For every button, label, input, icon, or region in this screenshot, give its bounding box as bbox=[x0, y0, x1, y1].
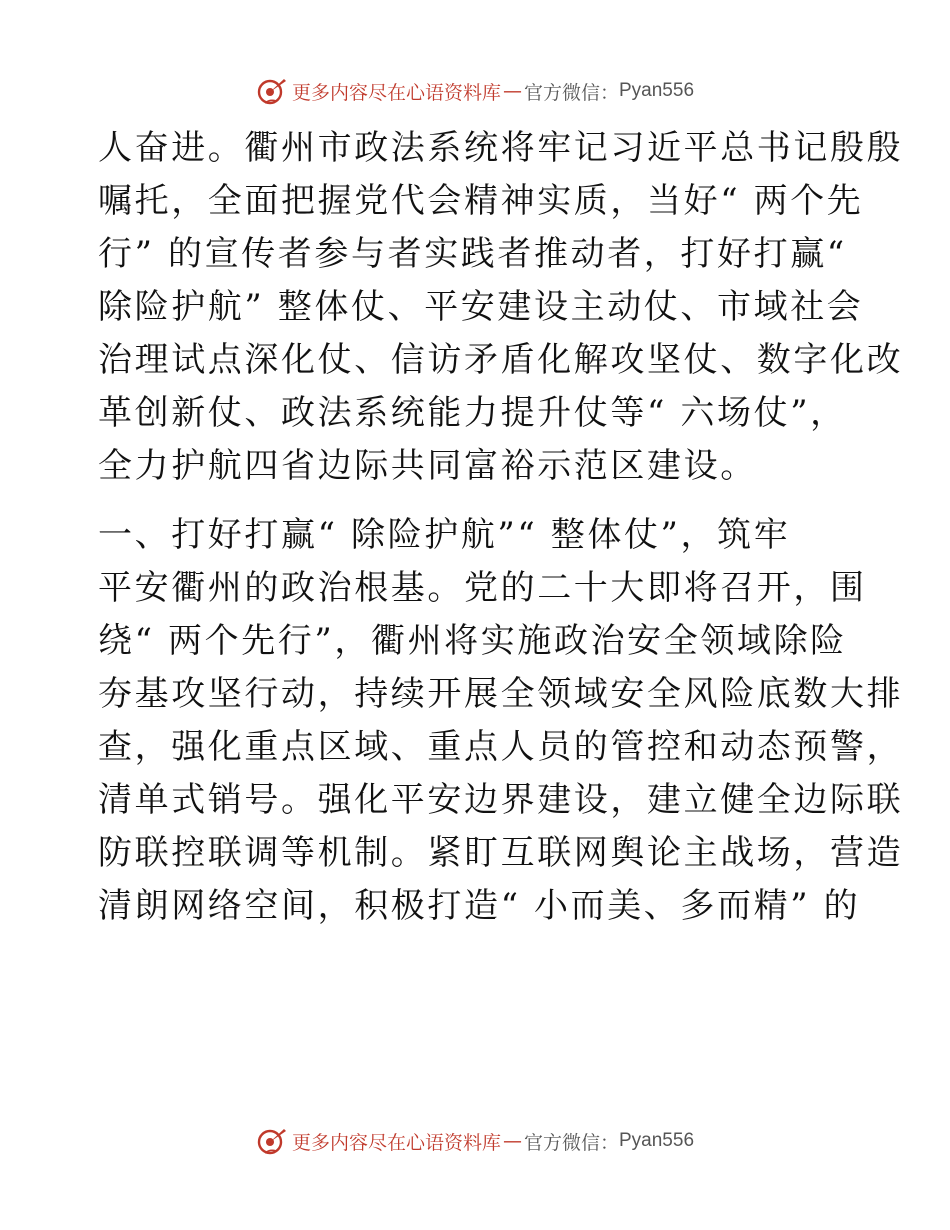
text-line: 人奋进。衢州市政法系统将牢记习近平总书记殷殷 bbox=[98, 128, 904, 168]
pen-logo-icon bbox=[256, 1125, 288, 1157]
text-line: 清朗网络空间，积极打造“ 小而美、多而精” 的 bbox=[98, 886, 861, 926]
text-line: 绕“ 两个先行”，衢州将实施政治安全领域除险 bbox=[98, 621, 847, 661]
text-line: 平安衢州的政治根基。党的二十大即将召开，围 bbox=[98, 568, 867, 608]
header-watermark-banner bbox=[0, 74, 950, 108]
pen-logo-icon bbox=[256, 75, 288, 107]
paragraph-spacer bbox=[98, 493, 858, 509]
text-line: 嘱托，全面把握党代会精神实质，当好“ 两个先 bbox=[98, 181, 864, 221]
banner-text: 更多内容尽在心语资料库 bbox=[291, 1131, 501, 1154]
text-line: 治理试点深化仗、信访矛盾化解攻坚仗、数字化改 bbox=[98, 340, 904, 380]
text-line: 除险护航” 整体仗、平安建设主动仗、市域社会 bbox=[98, 287, 864, 327]
footer-watermark-banner bbox=[0, 1124, 950, 1158]
text-line: 清单式销号。强化平安边界建设，建立健全边际联 bbox=[98, 780, 904, 820]
document-body bbox=[98, 122, 904, 986]
banner-separator: — bbox=[502, 1130, 522, 1152]
banner-wechat-label: 官方微信： bbox=[523, 1131, 619, 1154]
banner-text: 更多内容尽在心语资料库 bbox=[291, 81, 501, 104]
banner-wechat-account: Pyan556 bbox=[619, 1130, 695, 1151]
text-line: 一、打好打赢“ 除险护航”“ 整体仗”，筑牢 bbox=[98, 515, 791, 555]
text-line: 全力护航四省边际共同富裕示范区建设。 bbox=[98, 446, 757, 486]
banner-wechat-label: 官方微信： bbox=[523, 81, 619, 104]
text-line: 夯基攻坚行动，持续开展全领域安全风险底数大排 bbox=[98, 674, 904, 714]
paragraph-1 bbox=[98, 122, 904, 493]
text-line: 防联控联调等机制。紧盯互联网舆论主战场，营造 bbox=[98, 833, 904, 873]
banner-wechat-account: Pyan556 bbox=[619, 80, 695, 101]
text-line bbox=[98, 933, 858, 986]
text-line: 革创新仗、政法系统能力提升仗等“ 六场仗”， bbox=[98, 393, 847, 433]
paragraph-2 bbox=[98, 509, 904, 986]
text-line: 查，强化重点区域、重点人员的管控和动态预警， bbox=[98, 727, 904, 767]
text-line: 行” 的宣传者参与者实践者推动者，打好打赢“ bbox=[98, 234, 847, 274]
banner-separator: — bbox=[502, 80, 522, 102]
